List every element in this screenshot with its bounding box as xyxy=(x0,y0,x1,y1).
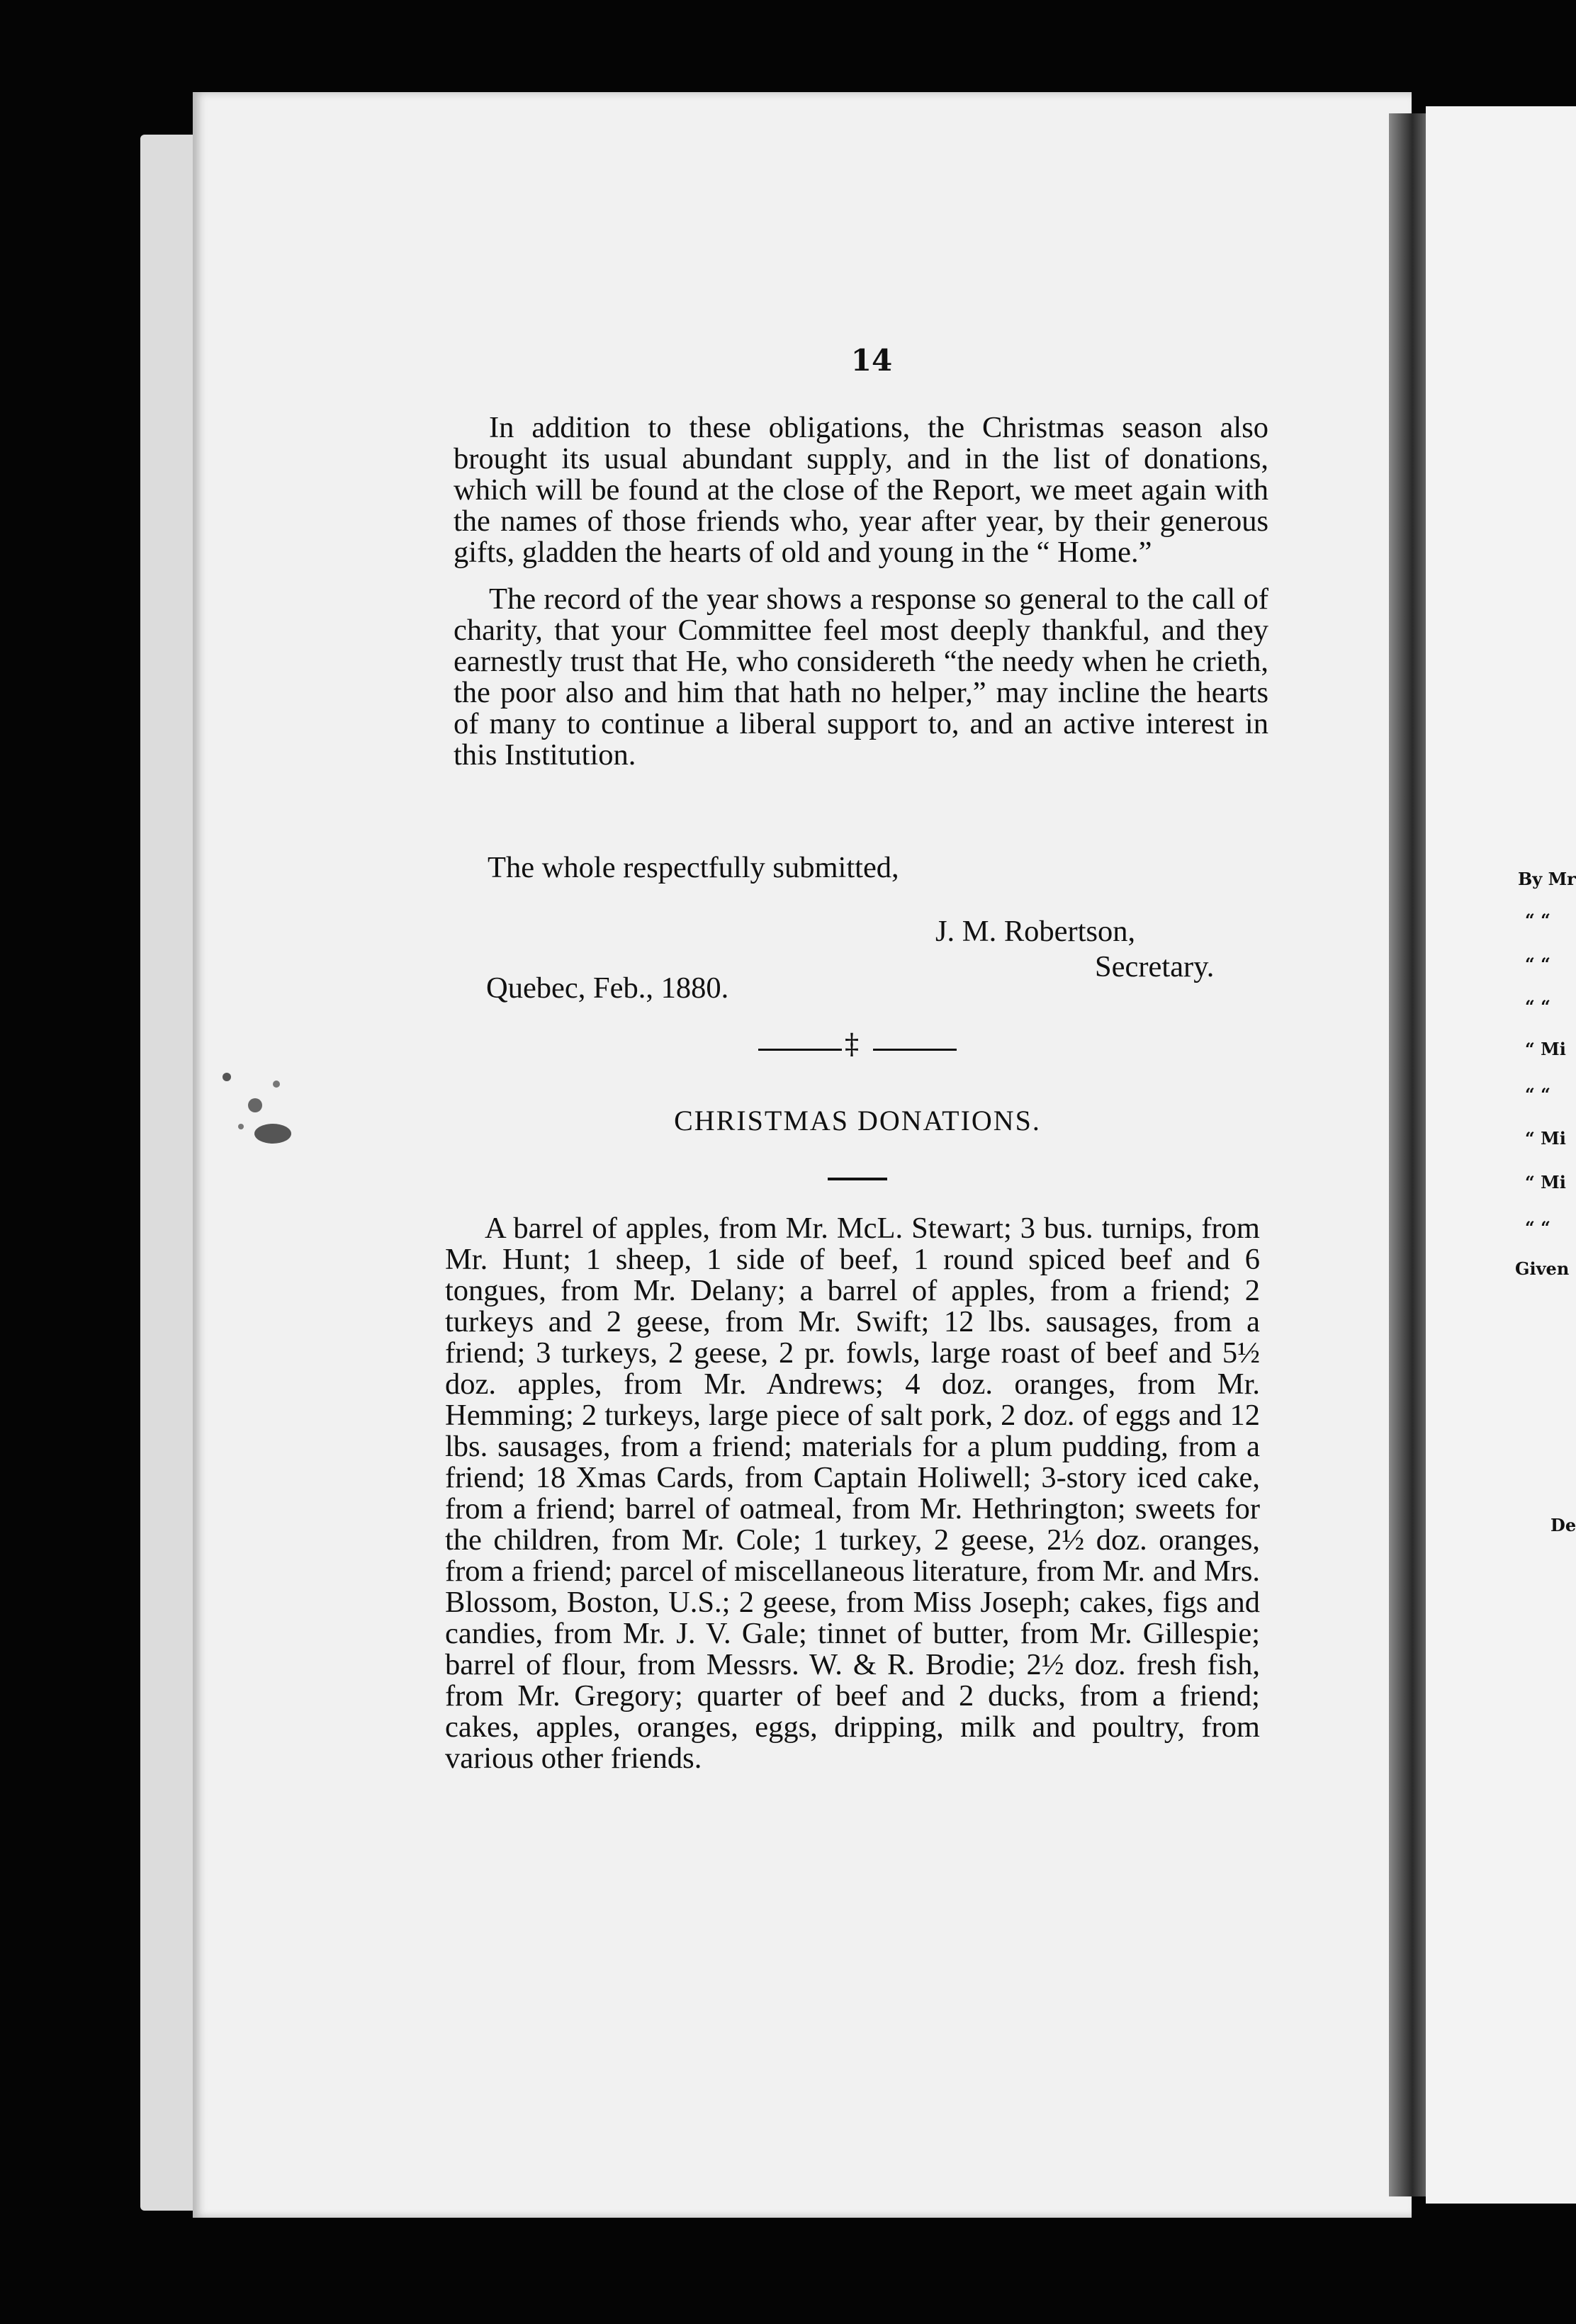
page-number: 14 xyxy=(850,343,893,378)
book-gutter xyxy=(1389,113,1428,2196)
ditto-mark: “ “ xyxy=(1525,910,1550,930)
paragraph-obligations: In addition to these obligations, the Christmas season also brought its usual abundant supply, and in the list of donations, which will be found at the close of the Report, we meet again with the names of those friends who, year after year, by their generous gifts, gladden the hearts of old and young in the “ Home.” xyxy=(454,411,1268,569)
divider-line-left xyxy=(758,1049,842,1051)
fragment-de: De xyxy=(1550,1515,1576,1535)
section-heading: CHRISTMAS DONATIONS. xyxy=(674,1105,1041,1136)
closing-line: The whole respectfully submitted, xyxy=(488,851,899,884)
fragment-mi: “ Mi xyxy=(1525,1172,1566,1192)
donations-list xyxy=(445,1213,1260,1774)
section-divider xyxy=(758,1028,957,1066)
signature-title: Secretary. xyxy=(1095,950,1215,983)
dateline: Quebec, Feb., 1880. xyxy=(486,971,729,1005)
paragraph-record: The record of the year shows a response so general to the call of charity, that your Committee feel most deeply thankful, and they earnestly trust that He, who considereth “the needy when he crieth, the poor also and him that hath no helper,” may incline the hearts of many to continue a liberal support to, and an active interest in this Institution. xyxy=(454,582,1268,772)
fragment-by: By Mr xyxy=(1518,869,1576,889)
ditto-mark: “ “ xyxy=(1525,1084,1550,1105)
heading-rule xyxy=(828,1178,887,1180)
report-body xyxy=(454,412,1268,786)
donations-paragraph: A barrel of apples, from Mr. McL. Stewart; 3 bus. turnips, from Mr. Hunt; 1 sheep, 1 side of beef, 1 round spiced beef and 6 tongues, from Mr. Delany; a barrel of apples, from a friend; 2 turkeys and 2 geese, from Mr. Swift; 12 lbs. sausages, from a friend; 3 turkeys, 2 geese, 2 pr. fowls, large roast of beef and 5½ doz. apples, from Mr. Andrews; 4 doz. oranges, from Mr. Hemming; 2 turkeys, large piece of salt pork, 2 doz. of eggs and 12 lbs. sausages, from a friend; materials for a plum pudding, from a friend; 18 Xmas Cards, from Captain Holiwell; 3-story iced cake, from a friend; barrel of oatmeal, from Mr. Hethrington; sweets for the children, from Mr. Cole; 1 turkey, 2 geese, 2½ doz. oranges, from a friend; parcel of miscellaneous literature, from Mr. and Mrs. Blossom, Boston, U.S.; 2 geese, from Miss Joseph; cakes, figs and candies, from Mr. J. V. Gale; tinnet of butter, from Mr. Gillespie; barrel of flour, from Messrs. W. & R. Brodie; 2½ doz. fresh fish, from Mr. Gregory; quarter of beef and 2 ducks, from a friend; cakes, apples, oranges, eggs, dripping, milk and poultry, from various other friends. xyxy=(445,1212,1260,1775)
fragment-mi: “ Mi xyxy=(1525,1039,1566,1059)
ditto-mark: “ “ xyxy=(1525,996,1550,1017)
ink-smudge xyxy=(213,1063,319,1162)
adjacent-page-fragments xyxy=(1511,0,1576,2324)
divider-line-right xyxy=(873,1049,957,1051)
signature-name: J. M. Robertson, xyxy=(935,915,1136,948)
fragment-mi: “ Mi xyxy=(1525,1128,1566,1149)
ditto-mark: “ “ xyxy=(1525,954,1550,974)
ditto-mark: “ “ xyxy=(1525,1217,1550,1238)
fragment-given: Given xyxy=(1515,1258,1570,1279)
double-dagger-mark: ‡ xyxy=(845,1028,859,1061)
